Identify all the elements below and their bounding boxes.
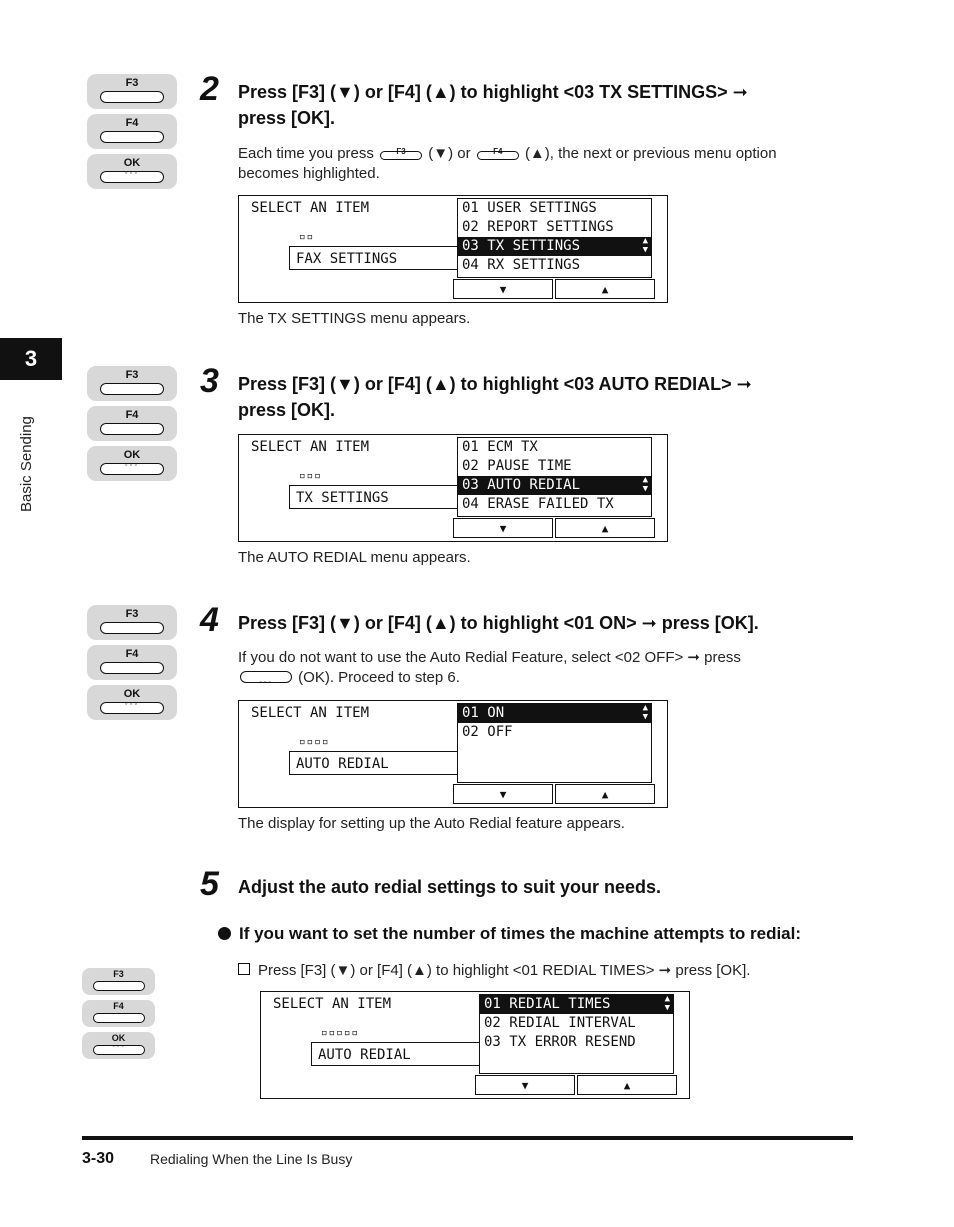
ok-key-icon: OK ◦◦◦ xyxy=(82,1032,155,1059)
menu-item[interactable]: 04 ERASE FAILED TX xyxy=(462,496,614,512)
key-icons-step2 xyxy=(87,74,177,189)
up-button[interactable]: ▲ xyxy=(555,279,655,299)
ok-inline-key-icon: ◦◦◦ xyxy=(238,670,294,684)
f4-inline-key-icon: F4 xyxy=(475,146,521,160)
menu-item[interactable]: 02 PAUSE TIME xyxy=(462,458,572,474)
lcd-menu-list xyxy=(457,437,652,517)
key-icons-step3 xyxy=(87,366,177,481)
menu-item[interactable]: 04 RX SETTINGS xyxy=(462,257,581,273)
checklist-item: Press [F3] (▼) or [F4] (▲) to highlight <01 REDIAL TIMES> ➞ press [OK]. xyxy=(238,961,858,981)
lcd-title: SELECT AN ITEM xyxy=(251,705,370,721)
bullet-heading: If you want to set the number of times the machine attempts to redial: xyxy=(218,924,858,944)
up-button[interactable]: ▲ xyxy=(555,518,655,538)
menu-item[interactable]: 02 REDIAL INTERVAL xyxy=(484,1015,636,1031)
ok-key-icon: OK ◦◦◦ xyxy=(87,154,177,189)
lcd-current-menu: TX SETTINGS xyxy=(289,485,459,509)
lcd-display xyxy=(238,434,668,542)
menu-item[interactable]: 03 TX ERROR RESEND xyxy=(484,1034,636,1050)
step-heading: Press [F3] (▼) or [F4] (▲) to highlight <03 TX SETTINGS> ➞ press [OK]. xyxy=(238,82,748,128)
chapter-side-label: Basic Sending xyxy=(18,416,35,512)
lcd-display xyxy=(260,991,690,1099)
up-button[interactable]: ▲ xyxy=(555,784,655,804)
scroll-arrows-icon: ▲ ▼ xyxy=(664,994,670,1013)
step-heading: Adjust the auto redial settings to suit your needs. xyxy=(238,877,662,897)
lcd-current-menu: AUTO REDIAL xyxy=(311,1042,481,1066)
f3-inline-key-icon: F3 xyxy=(378,146,424,160)
step-number: 4 xyxy=(200,601,219,639)
step-number: 2 xyxy=(200,70,219,108)
lcd-menu-list xyxy=(457,198,652,278)
footer-rule xyxy=(82,1136,853,1140)
menu-item[interactable]: 02 REPORT SETTINGS xyxy=(462,219,614,235)
menu-item-selected[interactable]: 03 AUTO REDIAL ▲ ▼ xyxy=(458,476,651,495)
scroll-arrows-icon: ▲ ▼ xyxy=(642,236,648,255)
down-button[interactable]: ▼ xyxy=(453,279,553,299)
f3-key-icon: F3 xyxy=(87,74,177,109)
f4-key-icon: F4 xyxy=(87,645,177,680)
lcd-display xyxy=(238,700,668,808)
step-heading: Press [F3] (▼) or [F4] (▲) to highlight <03 AUTO REDIAL> ➞ press [OK]. xyxy=(238,374,752,420)
lcd-title: SELECT AN ITEM xyxy=(273,996,392,1012)
step-description: If you do not want to use the Auto Redial Feature, select <02 OFF> ➞ press ◦◦◦ (OK). Proceed to step 6. xyxy=(238,649,741,686)
up-button[interactable]: ▲ xyxy=(577,1075,677,1095)
step-number: 5 xyxy=(200,865,219,903)
lcd-display xyxy=(238,195,668,303)
lcd-title: SELECT AN ITEM xyxy=(251,200,370,216)
step-number: 3 xyxy=(200,362,219,400)
menu-item[interactable]: 01 ECM TX xyxy=(462,439,538,455)
lcd-menu-list xyxy=(457,703,652,783)
step-heading: Press [F3] (▼) or [F4] (▲) to highlight <01 ON> ➞ press [OK]. xyxy=(238,613,759,633)
scroll-arrows-icon: ▲ ▼ xyxy=(642,475,648,494)
step-caption: The AUTO REDIAL menu appears. xyxy=(238,549,471,566)
f3-key-icon: F3 xyxy=(87,605,177,640)
lcd-title: SELECT AN ITEM xyxy=(251,439,370,455)
scroll-arrows-icon: ▲ ▼ xyxy=(642,703,648,722)
f4-key-icon: F4 xyxy=(87,406,177,441)
footer-title: Redialing When the Line Is Busy xyxy=(150,1151,353,1167)
menu-item-selected[interactable]: 01 ON ▲ ▼ xyxy=(458,704,651,723)
menu-item[interactable]: 01 USER SETTINGS xyxy=(462,200,597,216)
chapter-tab: 3 xyxy=(0,338,62,380)
menu-item-selected[interactable]: 01 REDIAL TIMES ▲ ▼ xyxy=(480,995,673,1014)
menu-item-selected[interactable]: 03 TX SETTINGS ▲ ▼ xyxy=(458,237,651,256)
f4-key-icon: F4 xyxy=(87,114,177,149)
f3-key-icon: F3 xyxy=(87,366,177,401)
checkbox-icon xyxy=(238,963,250,975)
down-button[interactable]: ▼ xyxy=(453,518,553,538)
menu-item[interactable]: 02 OFF xyxy=(462,724,513,740)
menu-level-indicator: ▫▫▫▫▫ xyxy=(321,1026,360,1039)
key-icons-step5 xyxy=(82,968,155,1059)
menu-level-indicator: ▫▫ xyxy=(299,230,315,243)
step-caption: The display for setting up the Auto Redial feature appears. xyxy=(238,815,625,832)
step-caption: The TX SETTINGS menu appears. xyxy=(238,310,471,327)
bullet-icon xyxy=(218,927,231,940)
step-description: Each time you press F3 (▼) or F4 (▲), the next or previous menu option becomes highlighted. xyxy=(238,145,777,182)
f4-key-icon: F4 xyxy=(82,1000,155,1027)
ok-key-icon: OK ◦◦◦ xyxy=(87,685,177,720)
down-button[interactable]: ▼ xyxy=(475,1075,575,1095)
ok-key-icon: OK ◦◦◦ xyxy=(87,446,177,481)
down-button[interactable]: ▼ xyxy=(453,784,553,804)
key-icons-step4 xyxy=(87,605,177,720)
lcd-menu-list xyxy=(479,994,674,1074)
menu-level-indicator: ▫▫▫▫ xyxy=(299,735,330,748)
lcd-current-menu: AUTO REDIAL xyxy=(289,751,459,775)
page-number: 3-30 xyxy=(82,1150,115,1167)
f3-key-icon: F3 xyxy=(82,968,155,995)
menu-level-indicator: ▫▫▫ xyxy=(299,469,322,482)
lcd-current-menu: FAX SETTINGS xyxy=(289,246,459,270)
